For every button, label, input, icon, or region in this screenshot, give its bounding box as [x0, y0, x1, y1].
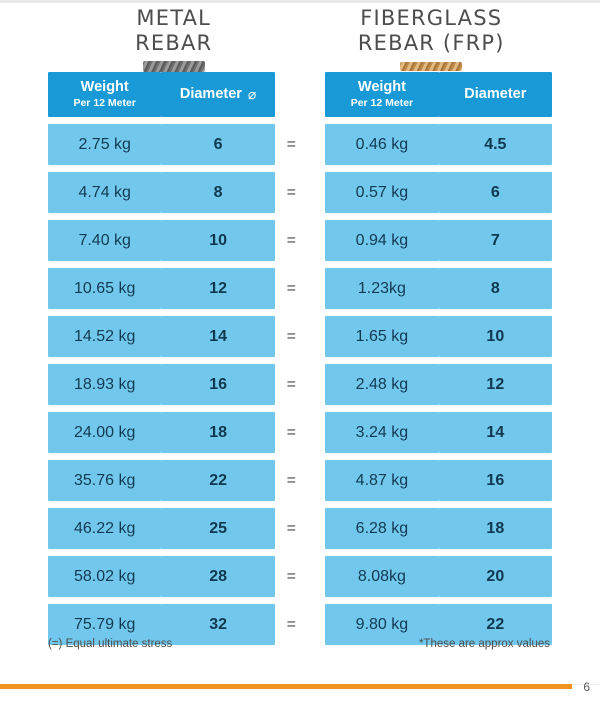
equals-sign: =	[286, 327, 296, 345]
fiberglass-heading-line1: FIBERGLASS	[360, 6, 503, 30]
cell-metal-weight: 4.74 kg	[48, 172, 161, 213]
row-gap-spacer	[308, 268, 325, 309]
cell-metal-diameter: 28	[161, 556, 274, 597]
equals-sign: =	[286, 135, 296, 153]
footnotes	[48, 638, 552, 650]
metal-heading-line1: METAL	[136, 6, 212, 30]
fiberglass-rebar-heading	[303, 6, 561, 74]
equals-sign: =	[286, 231, 296, 249]
cell-metal-weight: 14.52 kg	[48, 316, 161, 357]
fiberglass-heading-line2: REBAR (FRP)	[357, 31, 505, 55]
table-row	[48, 220, 552, 261]
cell-metal-diameter: 6	[161, 124, 274, 165]
equals-sign: =	[286, 375, 296, 393]
table-row	[48, 460, 552, 501]
equals-sign: =	[286, 183, 296, 201]
equals-sign: =	[286, 279, 296, 297]
diameter-symbol-icon: ⌀	[247, 85, 257, 102]
cell-frp-weight: 0.46 kg	[325, 124, 438, 165]
equals-sign: =	[286, 615, 296, 633]
row-gap-spacer	[308, 412, 325, 453]
cell-metal-diameter: 12	[161, 268, 274, 309]
table-row	[48, 364, 552, 405]
row-gap-spacer	[308, 364, 325, 405]
row-gap-spacer	[308, 124, 325, 165]
cell-frp-diameter: 10	[439, 316, 552, 357]
equals-sign: =	[286, 567, 296, 585]
table-row	[48, 508, 552, 549]
header-metal-weight	[48, 72, 161, 117]
cell-metal-diameter: 16	[161, 364, 274, 405]
cell-frp-diameter: 8	[439, 268, 552, 309]
cell-frp-weight: 8.08kg	[325, 556, 438, 597]
cell-frp-weight: 9.80 kg	[325, 604, 438, 645]
cell-metal-weight: 24.00 kg	[48, 412, 161, 453]
cell-metal-weight: 46.22 kg	[48, 508, 161, 549]
header-frp-weight-sublabel: Per 12 Meter	[350, 96, 414, 109]
cell-frp-diameter: 20	[439, 556, 552, 597]
table-row	[48, 172, 552, 213]
metal-rebar-heading	[45, 6, 303, 74]
header-metal-diameter	[161, 72, 274, 117]
cell-metal-diameter: 10	[161, 220, 274, 261]
table-row	[48, 412, 552, 453]
metal-heading-line2: REBAR	[135, 31, 213, 55]
row-gap-spacer	[308, 172, 325, 213]
cell-metal-diameter: 32	[161, 604, 274, 645]
table-row	[48, 316, 552, 357]
cell-metal-diameter: 14	[161, 316, 274, 357]
header-metal-weight-label: Weight	[80, 78, 129, 95]
cell-metal-weight: 18.93 kg	[48, 364, 161, 405]
cell-frp-weight: 1.65 kg	[325, 316, 438, 357]
cell-frp-weight: 6.28 kg	[325, 508, 438, 549]
header-gap-spacer	[308, 72, 325, 117]
cell-metal-weight: 7.40 kg	[48, 220, 161, 261]
row-gap-spacer	[308, 508, 325, 549]
comparison-table	[48, 72, 552, 652]
cell-frp-diameter: 16	[439, 460, 552, 501]
cell-frp-weight: 4.87 kg	[325, 460, 438, 501]
cell-frp-weight: 3.24 kg	[325, 412, 438, 453]
cell-frp-diameter: 4.5	[439, 124, 552, 165]
table-row	[48, 556, 552, 597]
cell-metal-weight: 75.79 kg	[48, 604, 161, 645]
equals-sign: =	[286, 519, 296, 537]
cell-metal-diameter: 25	[161, 508, 274, 549]
header-frp-diameter	[439, 72, 552, 117]
bottom-accent-stripe	[0, 684, 572, 689]
cell-metal-weight: 35.76 kg	[48, 460, 161, 501]
cell-metal-diameter: 8	[161, 172, 274, 213]
row-gap-spacer	[308, 220, 325, 261]
equals-sign: =	[286, 471, 296, 489]
cell-metal-weight: 58.02 kg	[48, 556, 161, 597]
equals-sign: =	[286, 423, 296, 441]
cell-frp-diameter: 6	[439, 172, 552, 213]
footnote-equal-stress: (=) Equal ultimate stress	[48, 638, 173, 650]
cell-frp-diameter: 18	[439, 508, 552, 549]
header-equals-spacer	[275, 72, 308, 117]
header-metal-weight-sublabel: Per 12 Meter	[73, 96, 136, 109]
header-metal-diameter-label: Diameter	[179, 85, 242, 102]
cell-frp-diameter: 22	[439, 604, 552, 645]
header-frp-diameter-label: Diameter	[464, 85, 527, 102]
cell-frp-weight: 0.94 kg	[325, 220, 438, 261]
cell-frp-weight: 2.48 kg	[325, 364, 438, 405]
row-gap-spacer	[308, 556, 325, 597]
row-gap-spacer	[308, 460, 325, 501]
cell-frp-diameter: 12	[439, 364, 552, 405]
cell-frp-diameter: 14	[439, 412, 552, 453]
headings-row	[0, 6, 600, 74]
cell-frp-weight: 1.23kg	[325, 268, 438, 309]
cell-metal-diameter: 18	[161, 412, 274, 453]
row-gap-spacer	[308, 316, 325, 357]
table-header-row	[48, 72, 552, 117]
table-body	[48, 124, 552, 645]
cell-frp-diameter: 7	[439, 220, 552, 261]
page-number: 6	[583, 680, 590, 694]
header-frp-weight	[325, 72, 438, 117]
cell-metal-weight: 10.65 kg	[48, 268, 161, 309]
cell-metal-weight: 2.75 kg	[48, 124, 161, 165]
footnote-approx-values: *These are approx values	[418, 638, 550, 650]
cell-metal-diameter: 22	[161, 460, 274, 501]
table-row	[48, 268, 552, 309]
header-frp-weight-label: Weight	[357, 78, 406, 95]
table-row	[48, 124, 552, 165]
cell-frp-weight: 0.57 kg	[325, 172, 438, 213]
top-divider	[0, 0, 600, 3]
